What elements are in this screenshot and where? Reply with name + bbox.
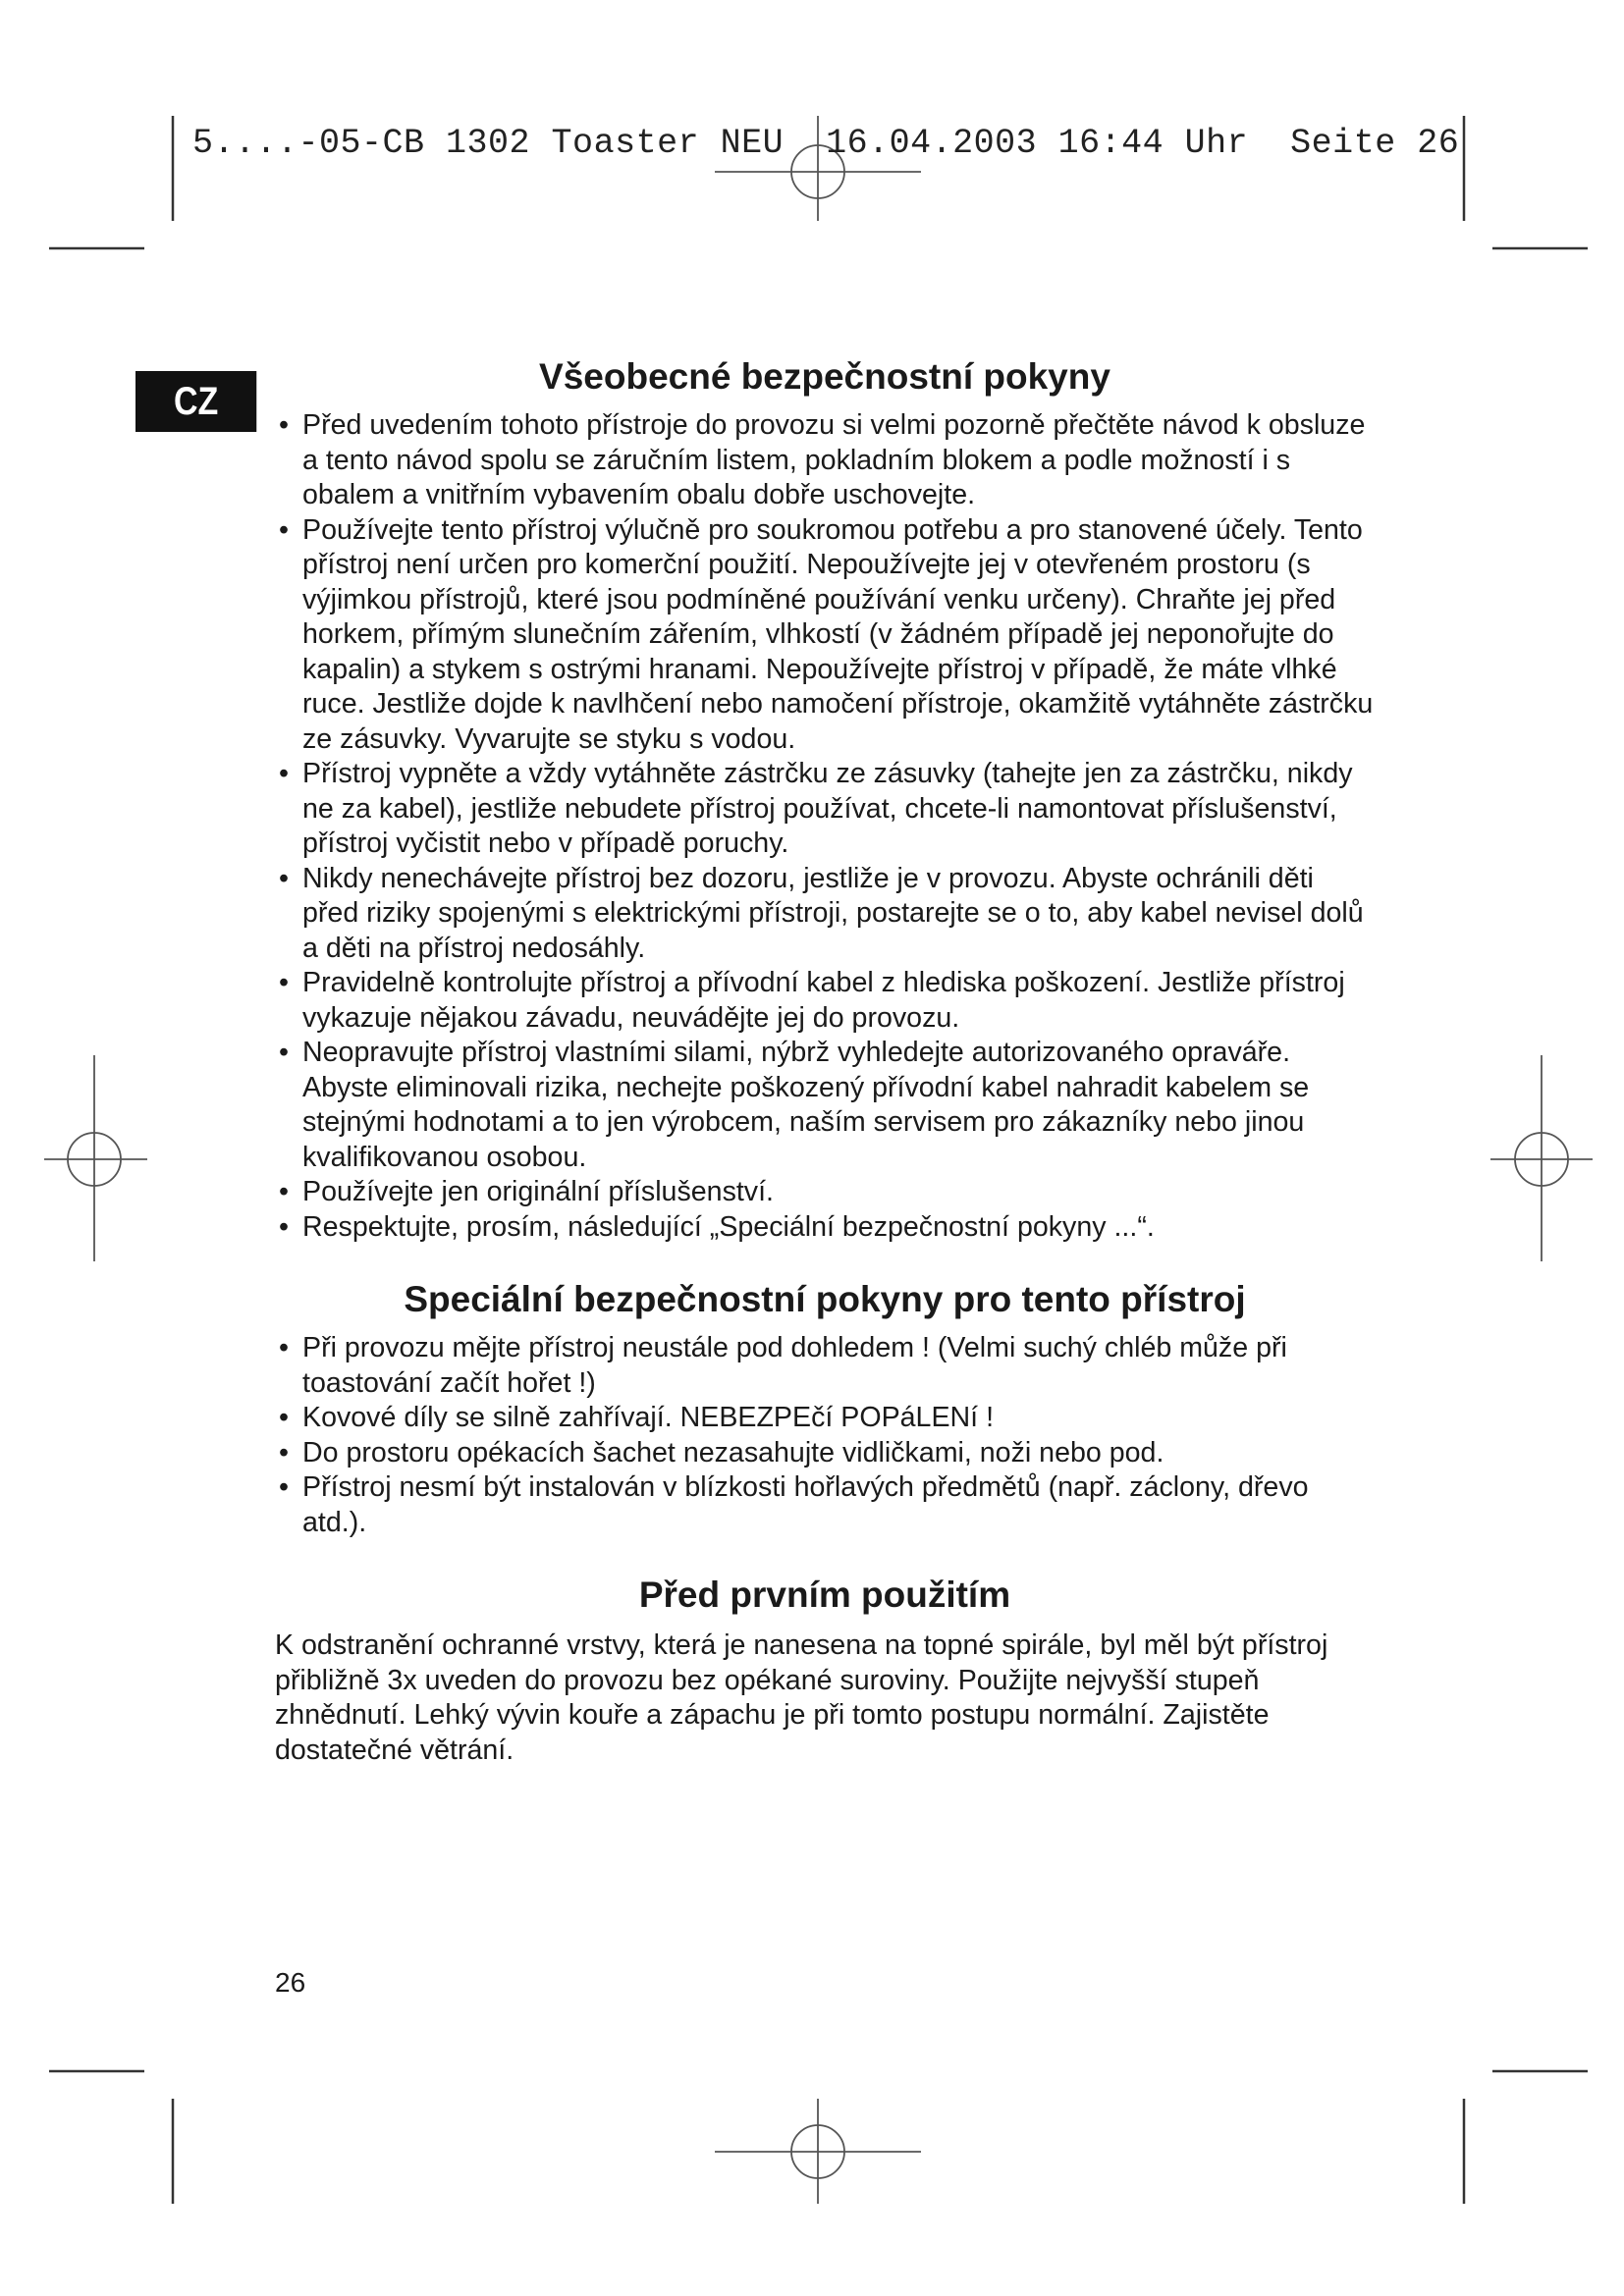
document-content bbox=[275, 353, 1375, 1768]
general-safety-section bbox=[275, 353, 1375, 1245]
registration-target-bottom bbox=[715, 2099, 921, 2204]
list-item: • Do prostoru opékacích šachet nezasahujte vidličkami, noži nebo pod. bbox=[275, 1436, 1375, 1471]
list-item: • Pravidelně kontrolujte přístroj a přívodní kabel z hlediska poškození. Jestliže přístroj vykazuje nějakou závadu, neuvádějte jej do provozu. bbox=[275, 966, 1375, 1036]
list-item: • Při provozu mějte přístroj neustále pod dohledem ! (Velmi suchý chléb může při toastování začít hořet !) bbox=[275, 1331, 1375, 1401]
list-item: • Před uvedením tohoto přístroje do provozu si velmi pozorně přečtěte návod k obsluze a tento návod spolu se záručním listem, pokladním blokem a podle možností i s obalem a vnitřním vybavením obalu dobře uschovejte. bbox=[275, 408, 1375, 513]
list-item: • Neopravujte přístroj vlastními silami, nýbrž vyhledejte autorizovaného opraváře. Abyste eliminovali rizika, nechejte poškozený přívodní kabel nahradit kabelem se stejnými hodnotami a to jen výrobcem, naším servisem pro zákazníky nebo jinou kvalifikovanou osobou. bbox=[275, 1036, 1375, 1175]
section-title-special-safety: Speciální bezpečnostní pokyny pro tento přístroj bbox=[404, 1279, 1246, 1319]
print-slug-header: 5....-05-CB 1302 Toaster NEU 16.04.2003 16:44 Uhr Seite 26 bbox=[192, 124, 1460, 163]
list-item: • Používejte jen originální příslušenství. bbox=[275, 1175, 1375, 1210]
page-number: 26 bbox=[275, 1967, 306, 1998]
special-safety-section bbox=[275, 1276, 1375, 1540]
first-use-section bbox=[275, 1572, 1375, 1768]
general-safety-list bbox=[275, 408, 1375, 1245]
list-item: • Používejte tento přístroj výlučně pro soukromou potřebu a pro stanovené účely. Tento přístroj není určen pro komerční použití. Nepoužívejte jej v otevřeném prostoru (s výjimkou přístrojů, které jsou podmíněné používání venku určeny). Chraňte jej před horkem, přímým slunečním zářením, vlhkostí (v žádném případě jej neponořujte do kapalin) a stykem s ostrými hranami. Nepoužívejte přístroj v případě, že máte vlhké ruce. Jestliže dojde k navlhčení nebo namočení přístroje, okamžitě vytáhněte zástrčku ze zásuvky. Vyvarujte se styku s vodou. bbox=[275, 513, 1375, 758]
special-safety-list bbox=[275, 1331, 1375, 1540]
section-title-first-use: Před prvním použitím bbox=[638, 1575, 1011, 1615]
language-tab: CZ bbox=[135, 371, 256, 432]
list-item: • Respektujte, prosím, následující „Speciální bezpečnostní pokyny ...“. bbox=[275, 1210, 1375, 1246]
list-item: • Kovové díly se silně zahřívají. NEBEZPEčí POPáLENí ! bbox=[275, 1401, 1375, 1436]
list-item: • Nikdy nenechávejte přístroj bez dozoru, jestliže je v provozu. Abyste ochránili děti před riziky spojenými s elektrickými přístroji, postarejte se o to, aby kabel nevisel dolů a děti na přístroj nedosáhly. bbox=[275, 862, 1375, 967]
section-title-general-safety: Všeobecné bezpečnostní pokyny bbox=[539, 356, 1110, 397]
registration-target-left bbox=[44, 1055, 147, 1261]
registration-target-right bbox=[1490, 1055, 1593, 1261]
first-use-paragraph: K odstranění ochranné vrstvy, která je nanesena na topné spirále, byl měl být přístroj přibližně 3x uveden do provozu bez opékané suroviny. Použijte nejvyšší stupeň zhnědnutí. Lehký vývin kouře a zápachu je při tomto postupu normální. Zajistěte dostatečné větrání. bbox=[275, 1629, 1328, 1766]
list-item: • Přístroj nesmí být instalován v blízkosti hořlavých předmětů (např. záclony, dřevo atd.). bbox=[275, 1470, 1375, 1540]
list-item: • Přístroj vypněte a vždy vytáhněte zástrčku ze zásuvky (tahejte jen za zástrčku, nikdy ne za kabel), jestliže nebudete přístroj používat, chcete-li namontovat příslušenství, přístroj vyčistit nebo v případě poruchy. bbox=[275, 757, 1375, 862]
